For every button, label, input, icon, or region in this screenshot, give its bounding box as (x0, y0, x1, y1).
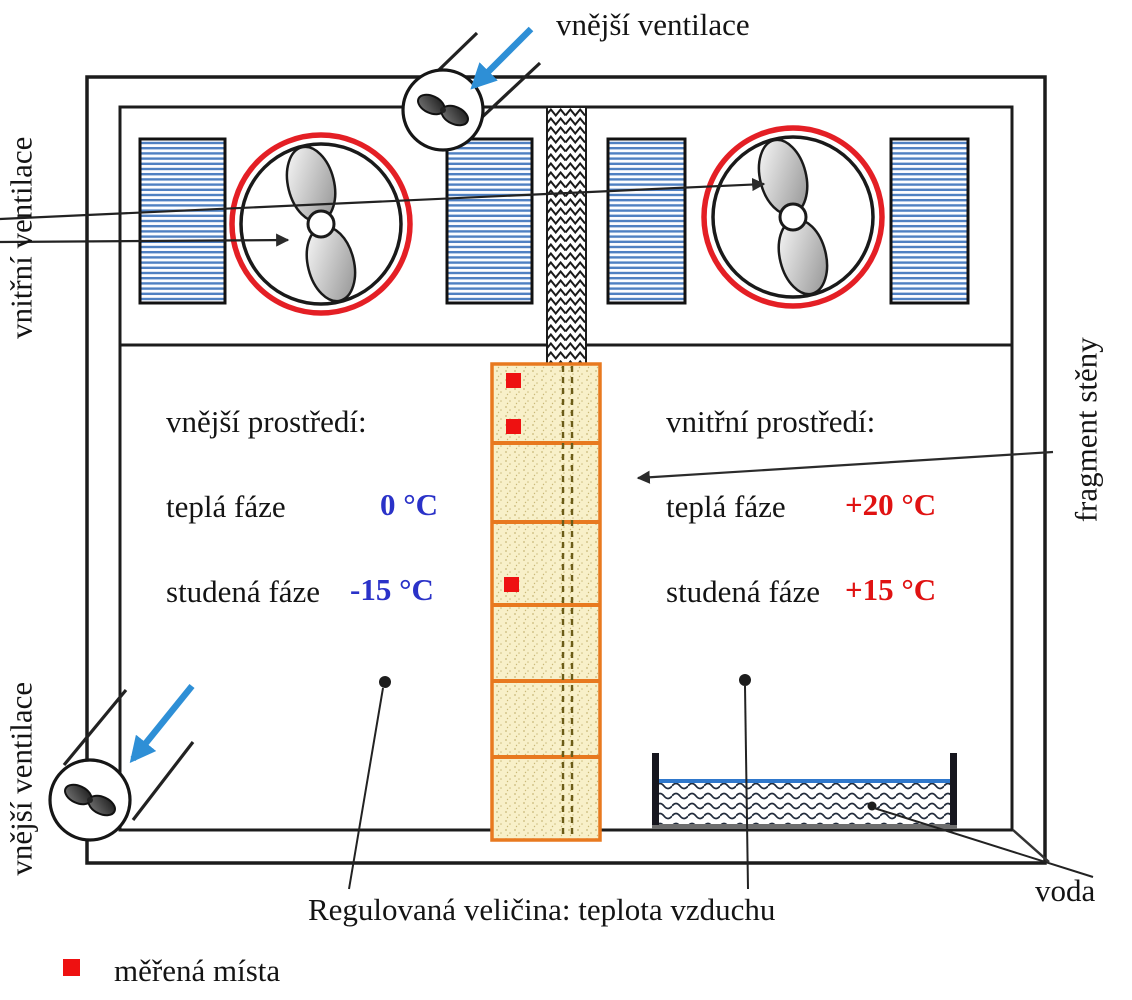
water-level-line (659, 779, 950, 783)
wall-fragment-label: fragment stěny (1068, 337, 1104, 523)
radiator-outer-left (140, 139, 225, 303)
inner-cold-phase-label: studená fáze (666, 574, 821, 609)
legend-measured-point-marker (63, 959, 80, 976)
water-label: voda (1035, 873, 1096, 908)
legend-measured-points-label: měřená místa (114, 953, 281, 988)
inner-cold-phase-value: +15 °C (845, 572, 937, 607)
outer-environment-title: vnější prostředí: (166, 404, 367, 439)
external-ventilation-top-label: vnější ventilace (556, 7, 750, 42)
water-label-pointer (874, 808, 1093, 877)
external-ventilation-bottom-label: vnější ventilace (3, 681, 39, 876)
measured-point-marker (506, 373, 521, 388)
air-temp-sensor-inner (739, 674, 751, 686)
measured-point-marker (506, 419, 521, 434)
outer-warm-phase-value: 0 °C (380, 487, 439, 522)
wall-fragment (492, 364, 600, 840)
circulation-fan-left-icon (232, 135, 410, 313)
caption-pointer-left (349, 688, 383, 889)
inner-environment-title: vnitřní prostředí: (666, 404, 876, 439)
outer-cold-phase-value: -15 °C (350, 572, 434, 607)
external-fan-top-icon (403, 70, 483, 150)
regulated-quantity-caption: Regulovaná veličina: teplota vzduchu (308, 892, 776, 927)
outer-warm-phase-label: teplá fáze (166, 489, 286, 524)
outer-cold-phase-label: studená fáze (166, 574, 321, 609)
bottom-duct-line-left (64, 690, 126, 765)
radiator-inner-right (891, 139, 968, 303)
water-tray-post-left (652, 753, 659, 825)
inner-warm-phase-label: teplá fáze (666, 489, 786, 524)
air-temp-sensor-outer (379, 676, 391, 688)
water-tray-base (652, 824, 957, 829)
radiator-inner-left (608, 139, 685, 303)
radiator-outer-right (447, 139, 532, 303)
bottom-duct-line-right (133, 742, 193, 820)
measured-point-marker (504, 577, 519, 592)
water-tray-post-right (950, 753, 957, 825)
insulated-divider (547, 107, 586, 365)
wall-fragment-pointer-arrow (638, 452, 1053, 478)
bottom-airflow-arrow (133, 686, 192, 759)
external-fan-bottom-icon (50, 760, 130, 840)
inner-warm-phase-value: +20 °C (845, 487, 937, 522)
internal-ventilation-label: vnitřní ventilace (3, 136, 39, 339)
circulation-fan-right-icon (704, 128, 882, 306)
